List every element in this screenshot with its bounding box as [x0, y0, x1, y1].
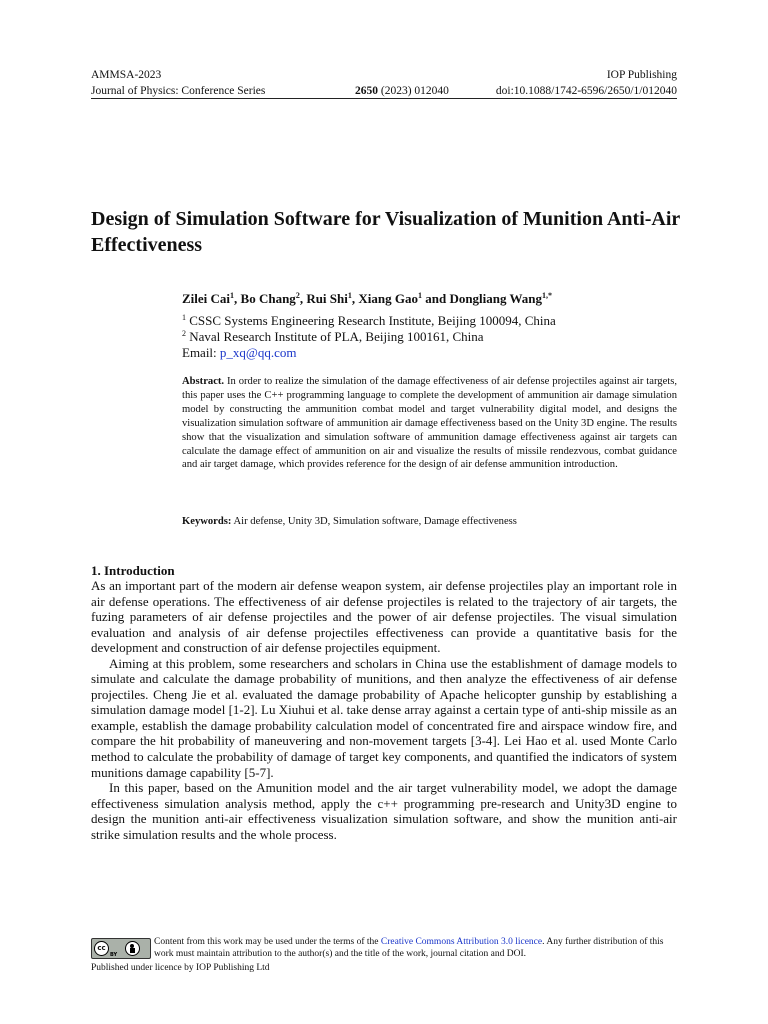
publisher-name: IOP Publishing — [606, 69, 677, 81]
author-affiliation-mark: 1 — [347, 291, 352, 300]
cc-by-badge[interactable] — [91, 938, 151, 959]
author-name: Xiang Gao — [358, 291, 418, 306]
attribution-person-icon — [125, 941, 140, 956]
abstract — [182, 375, 677, 472]
author-name: Zilei Cai — [182, 291, 231, 306]
license-pre: Content from this work may be used under the terms of the — [154, 937, 379, 947]
email-line — [182, 345, 682, 361]
author-affiliation-mark: 1 — [417, 291, 422, 300]
body-paragraph: Aiming at this problem, some researchers and scholars in China use the establishment of damage models to simulate and calculate the damage probability of munitions, and then analyze the effectiveness of air defense projectiles. Cheng Jie et al. evaluated the damage probability of Apache helicopter gunship by establishing a simulation damage model [1-2]. Lu Xiuhui et al. take dense array against a certain type of anti-ship missile as an example, establish the damage probability calculation model of concentrated fire and airspace window fire, and compare the hit probability of maneuvering and non-movement targets [3-4]. Lei Hao et al. used Monte Carlo method to calculate the probability of damage of target key components, and quantified the indicators of system munitions damage capability [5-7]. — [91, 655, 677, 780]
author-separator: , — [299, 291, 307, 306]
author-name: Rui Shi — [306, 291, 348, 306]
affiliation-2 — [182, 329, 682, 345]
author-separator: and — [421, 291, 450, 306]
abstract-text: In order to realize the simulation of the damage effectiveness of air defense projectiles against air targets, this paper uses the C++ programming language to complete the development of ammunition air damage simulation model by constructing the ammunition combat model and target vulnerability digital model, and designs the visualization simulation software of ammunition air damage effectiveness based on the Unity 3D engine. The results show that the visualization and simulation software of ammunition damage effectiveness against air targets can calculate the damage effect of ammunition on air and visualize the results of missile rendezvous, combat guidance and air target damage, which provides reference for the design of air defense ammunition introduction. — [182, 376, 677, 471]
citation-volume — [355, 84, 449, 98]
author-affiliation-mark: 2 — [295, 291, 300, 300]
keywords-text: Air defense, Unity 3D, Simulation software, Damage effectiveness — [233, 516, 517, 527]
running-header-bottom — [91, 84, 677, 98]
author-list — [182, 290, 682, 308]
author-separator: , — [234, 291, 241, 306]
affiliation-number: 2 — [182, 329, 186, 338]
section-body — [91, 578, 677, 842]
email-link[interactable]: p_xq@qq.com — [219, 345, 297, 360]
affiliation-text: Naval Research Institute of PLA, Beijing 100161, China — [189, 329, 484, 344]
author-affiliation-mark: 1,* — [542, 291, 553, 300]
author-affiliation-mark: 1 — [230, 291, 235, 300]
license-text — [154, 936, 681, 960]
body-paragraph: As an important part of the modern air defense weapon system, air defense projectiles play an important role in air defense operations. The effectiveness of air defense projectiles is related to the trajectory of air targets, the fuzing parameters of air defense projectiles and the power of air defense projectiles. The visual simulation evaluation and analysis of air defense projectiles effectiveness can provide a quantitative basis for the development and construction of air defense projectiles equipment. — [91, 578, 677, 656]
journal-series: Journal of Physics: Conference Series — [91, 85, 266, 97]
license-post: . Any further distribution of this work must maintain attribution to the author(s) and the title of the work, journal citation and DOI. — [154, 937, 664, 959]
affiliation-number: 1 — [182, 313, 186, 322]
email-label: Email: — [182, 345, 217, 360]
cc-icon: cc — [94, 941, 109, 956]
section-heading: 1. Introduction — [91, 563, 175, 578]
author-separator: , — [351, 291, 359, 306]
keywords — [182, 515, 677, 529]
published-under: Published under licence by IOP Publishing Ltd — [91, 963, 270, 973]
doi-text[interactable]: doi:10.1088/1742-6596/2650/1/012040 — [495, 85, 677, 97]
conference-name: AMMSA-2023 — [91, 69, 162, 81]
body-paragraph: In this paper, based on the Amunition model and the air target vulnerability model, we adopt the damage effectiveness simulation analysis method, apply the c++ programming pre-research and Unity3D engine to design the munition anti-air effectiveness visualization simulation software, and show the munition anti-air strike simulation results and the whole process. — [91, 780, 677, 842]
affiliation-text: CSSC Systems Engineering Research Institute, Beijing 100094, China — [189, 313, 556, 328]
paper-title: Design of Simulation Software for Visualization of Munition Anti-Air Effectiveness — [91, 208, 680, 256]
keywords-label: Keywords: — [182, 516, 232, 527]
by-label: BY — [110, 952, 118, 958]
abstract-label: Abstract. — [182, 376, 225, 387]
running-header-top — [91, 68, 677, 82]
author-name: Bo Chang — [240, 291, 296, 306]
author-name: Dongliang Wang — [449, 291, 543, 306]
affiliation-1 — [182, 313, 682, 329]
header-rule — [91, 98, 677, 99]
year-issue: (2023) 012040 — [380, 85, 449, 97]
volume-number: 2650 — [355, 85, 378, 97]
license-link[interactable]: Creative Commons Attribution 3.0 licence — [380, 937, 543, 947]
